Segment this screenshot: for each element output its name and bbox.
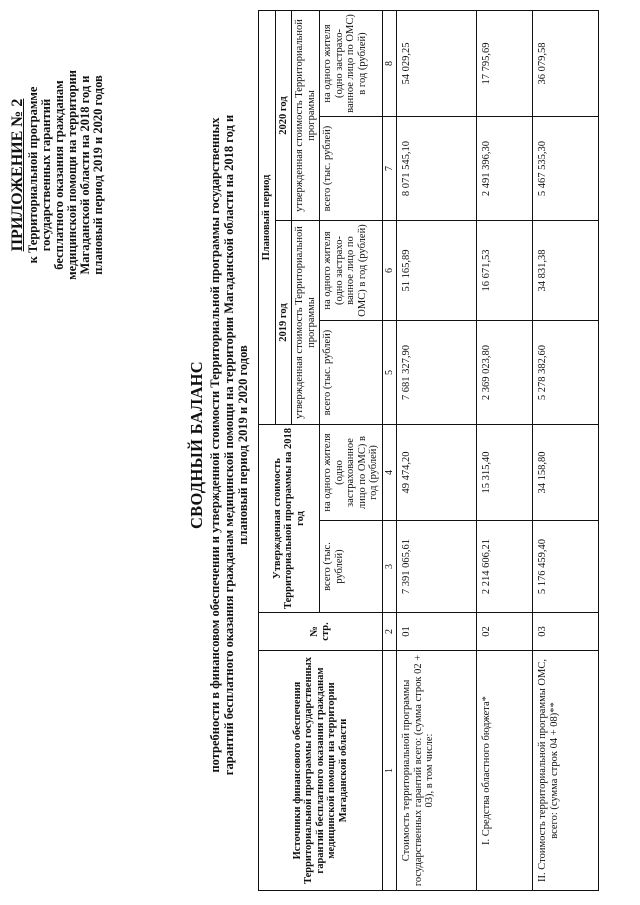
column-number: 7 <box>382 117 397 221</box>
header-total-2018: всего (тыс. рублей) <box>320 521 383 613</box>
header-planned-period: Плановый период <box>259 11 276 425</box>
document-subtitle-line: плановый период 2019 и 2020 годов <box>236 345 250 545</box>
row-number: 02 <box>477 613 533 651</box>
appendix-header <box>8 15 105 335</box>
appendix-line: плановый период 2019 и 2020 годов <box>91 75 105 275</box>
header-group-2018: Утвержденная стоимость Территориальной программы на 2018 год <box>259 425 320 613</box>
row-label: Стоимость территориальной программы государственных гарантий всего: (сумма строк 02 + 03), в том числе: <box>397 651 477 891</box>
header-approved-cost-2019: утвержденная стоимость Территориальной программы <box>292 221 320 425</box>
header-source: Источники финансового обеспечения Территориальной программы государственных гарантий бесплатного оказания гражданам медицинской помощи на территории Магаданской области <box>259 651 383 891</box>
header-year-2020: 2020 год <box>275 11 292 221</box>
cell-per-capita-2020: 36 079,58 <box>533 11 599 117</box>
appendix-line: государственных гарантий <box>39 98 53 252</box>
cell-per-capita-2019: 34 831,38 <box>533 221 599 321</box>
cell-per-capita-2019: 51 165,89 <box>397 221 477 321</box>
cell-per-capita-2020: 17 795,69 <box>477 11 533 117</box>
row-label: II. Стоимость территориальной программы ОМС, всего: (сумма строк 04 + 08)** <box>533 651 599 891</box>
cell-total-2018: 2 214 606,21 <box>477 521 533 613</box>
column-number: 3 <box>382 521 397 613</box>
balance-table <box>258 10 599 891</box>
document-title: СВОДНЫЙ БАЛАНС <box>187 360 206 530</box>
header-approved-cost-2020: утвержденная стоимость Территориальной программы <box>292 11 320 221</box>
column-number: 5 <box>382 321 397 425</box>
cell-per-capita-2018: 15 315,40 <box>477 425 533 521</box>
cell-per-capita-2019: 16 671,53 <box>477 221 533 321</box>
document-heading <box>186 45 250 845</box>
appendix-line: бесплатного оказания гражданам <box>52 80 66 270</box>
header-per-capita-2018: на одного жителя (одно застрахованное лицо по ОМС) в год (рублей) <box>320 425 383 521</box>
cell-total-2020: 8 071 545,10 <box>397 117 477 221</box>
table-row <box>397 11 477 891</box>
column-number: 2 <box>382 613 397 651</box>
document-subtitle-line: потребности в финансовом обеспечении и утвержденной стоимости Территориальной программы государственных <box>208 117 222 773</box>
header-total-2020: всего (тыс. рублей) <box>320 117 383 221</box>
cell-total-2019: 5 278 382,60 <box>533 321 599 425</box>
row-number: 03 <box>533 613 599 651</box>
column-number: 1 <box>382 651 397 891</box>
row-number: 01 <box>397 613 477 651</box>
document-subtitle-line: гарантий бесплатного оказания гражданам медицинской помощи на территории Магаданской области на 2018 год и <box>222 114 236 776</box>
column-number: 4 <box>382 425 397 521</box>
cell-total-2018: 5 176 459,40 <box>533 521 599 613</box>
header-per-capita-2019: на одного жителя (одно застрахо- ванное лицо по ОМС) в год (рублей) <box>320 221 383 321</box>
cell-per-capita-2018: 49 474,20 <box>397 425 477 521</box>
column-number-row <box>382 11 397 891</box>
cell-total-2019: 7 681 327,90 <box>397 321 477 425</box>
column-number: 8 <box>382 11 397 117</box>
header-per-capita-2020: на одного жителя (одно застрахо- ванное лицо по ОМС) в год (рублей) <box>320 11 383 117</box>
cell-per-capita-2020: 54 029,25 <box>397 11 477 117</box>
cell-total-2019: 2 369 023,80 <box>477 321 533 425</box>
row-label: I. Средства областного бюджета* <box>477 651 533 891</box>
header-row-number: № стр. <box>259 613 383 651</box>
cell-total-2020: 2 491 396,30 <box>477 117 533 221</box>
appendix-line: медицинской помощи на территории <box>65 70 79 280</box>
header-year-2019: 2019 год <box>275 221 292 425</box>
cell-total-2018: 7 391 065,61 <box>397 521 477 613</box>
table-row <box>477 11 533 891</box>
cell-total-2020: 5 467 535,30 <box>533 117 599 221</box>
cell-per-capita-2018: 34 158,80 <box>533 425 599 521</box>
appendix-line: к Территориальной программе <box>26 86 40 264</box>
appendix-line: Магаданской области на 2018 год и <box>78 75 92 275</box>
table-row <box>533 11 599 891</box>
header-total-2019: всего (тыс. рублей) <box>320 321 383 425</box>
appendix-title: ПРИЛОЖЕНИЕ № 2 <box>9 98 26 252</box>
column-number: 6 <box>382 221 397 321</box>
